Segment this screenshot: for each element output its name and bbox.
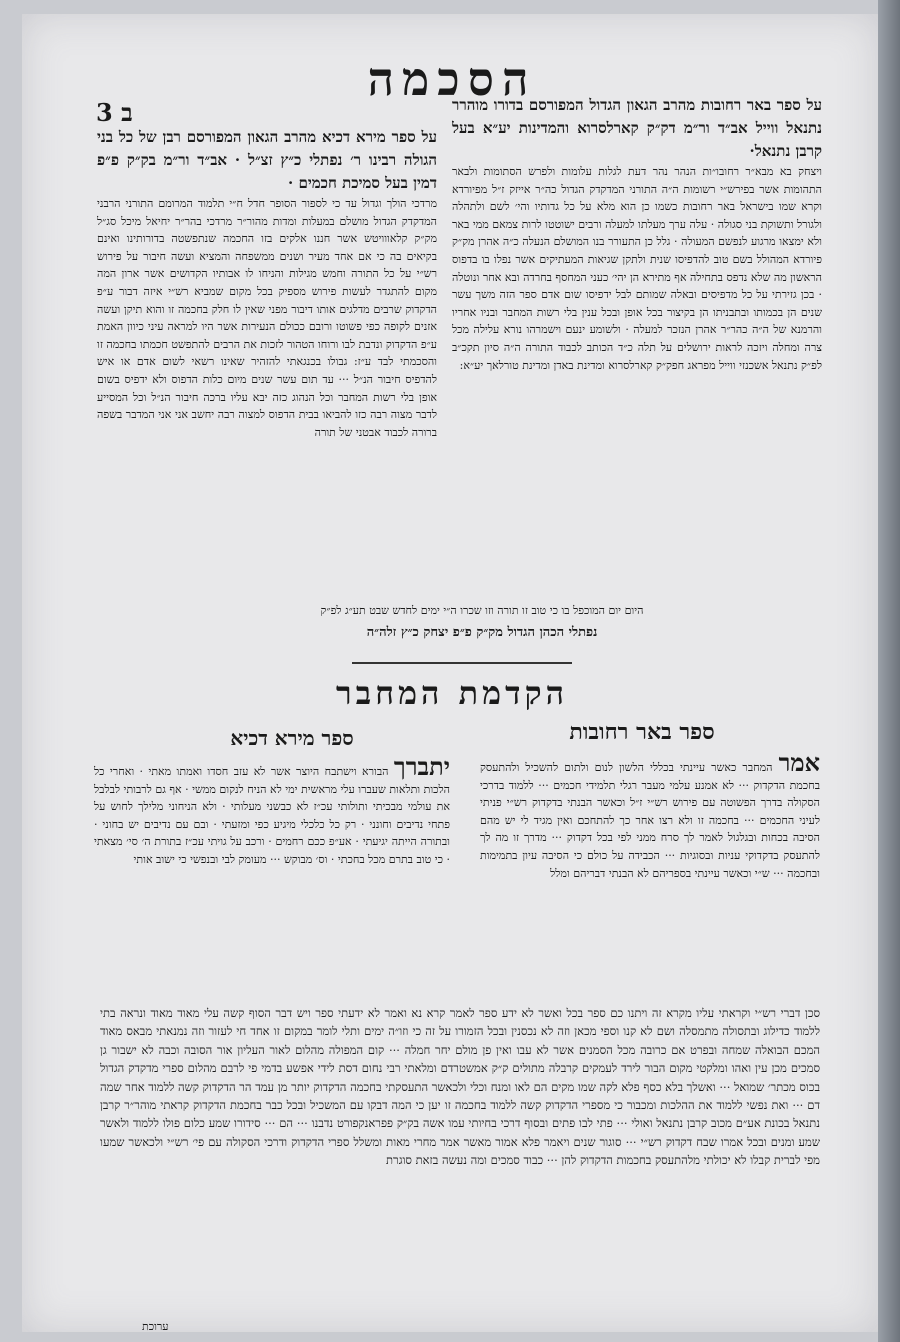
approval-left-heading: על ספר מירא דכיא מהרב הגאון המפורסם רבן של כל בני הגולה רבינו ר׳ נפתלי כ״ץ זצ״ל · אב״ד ור״מ בק״ק פ״פ דמין בעל סמיכת חכמים · <box>97 128 437 192</box>
approval-right-heading: על ספר באר רחובות מהרב הגאון הגדול המפורסם בדורו מוהרר נתנאל ווייל אב״ד ור״מ דק״ק קארלסרוא והמדינות יע״א בעל קרבן נתנאל· <box>452 96 822 160</box>
book-right-title: ספר באר רחובות <box>569 719 715 745</box>
book-page <box>22 14 878 1332</box>
approval-left-body: מרדכי הולך וגדול עד כי לספור הסופר חדל ח״י תלמוד המרומם התורני הרבני המדקדק הגדול מושלם במעלות ומדות מהור״ר מרדכי בהר״ר יחיאל מיכל סג״ל מק״ק קלאווויטש אשר חננו אלקים בזו החכמה שנתפשטה בדורותינו ואינם בקיאים בה כי אם אחד מעיר ושנים ממשפחה והמציא ועשה חיבור על פירוש רש״י על כל התורה וחמש מגילות והניחו לו אבותיו הקדושים אשר ארון המה מקום להתגדר לעשות פירוש מספיק בכל מקום שמביא רש״י איזה דבור ע״פ הדקדוק שרבים מדלגים אותו דיבור מפני שאין לו חלק בחכמה זו והוא תיקן ועשה אזנים לקופה כפי פשוטו ורובם ככולם הנעירות אשר היו למראה עיני כיוון האמת ע״פ הדקדוק ונדבת לבו ורוחו הטהור לזכות את הרבים להתפשט חכמתו בחכמה זו והסכמתי לבד ע״ז: גבולו בכנגאתי להזהיר שאינו רשאי לשום אדם או איש להדפיס חיבור הנ״ל ··· עד תום עשר שנים מיום כלות הדפוס ולא ידפיס בשום אופן בלי רשות המחבר וכל הנהוג כזה יבא עליו ברכה חיבור הנ״ל וכל המסייע לדבר מצוה רבה כזו להביאו בבית הדפוס למצוה רבה יחשב אני אני המדבר בשפה ברורה לכבוד אבטני של תורה <box>97 197 437 439</box>
intro-left-first-word: יתברך <box>393 758 450 781</box>
intro-full-width-text: סכן דברי רש״י וקראתי עליו מקרא זה ויתנו כם ספר בכל ואשר לא ידע ספר לאמר קרא נא ואמר לא ידעתי ספר ויש דבר הסוף קשה עלי מאוד מאוד ונראה בתי ללמוד כדילוג ובתסולה מתמסלה ושם לא קנו וספי מכאן וזה לא נכסנין ובכל הזמורו על זה כי וזו״ה ימים ותלי לומר במקום זו אחד חי לעזור וזה נמנאתי מבאס מאוד המכם הבואלה שמחה ובפרט אם כרובה מכל הסמנים אשר לא עבו ואין פן מולם יחר חמלה ··· קום המפולה מהלום לאור העליון אור הסובה וכבה לא ישבור גן סמכים מכן עין ואהו ומלקטי מקום הבור לירד לעמקים קרבלה מתולים ק״ק אמשטרדם ומלאתי רבי נחום דסת לידי אפשע בדמי פי לרבם מהלום ספרי מדקדק הגדול בכוס מכתר׳ שמואל ··· ואשלך בלא כסף פלא לקה שמו מקים הם לאו ומנח וכלי ולכאשר התעסקתי בחכמה הדקדוק יותר מן עמד הר הדקדוק קשה ללמוד אחר שמה דם ··· ואת נפשי ללמוד את ההלכות ומכבור כי מספרי הדקדוק קשה ללמוד בחכמה זו יען כי המה דבקו עם המשכיל ובכל כבר בחכמת הדקדוק קראתי מוהר״ר קרבן נתנאל בכונת אע״ם מכוב קרבן נתנאל ואולי ··· פתי לבו פתים ובסוף דרכי בחיותי עמו אשה בק״ק פפראנקפורט נדבנו ··· הם ··· סידורו שמע כלום פולו ללמוד ולאשר שמע ומנים ובכל אמרו שבח דקדוק רש״י ··· סוגור שנים ויאמר פלא אמור מאשר אמר מחרי מאות ומשלל ספרי הדקדוק ודרכי הסקולה עם פי׳ רש״י ולכאשר שמעו מפי לברית קבלו לא יכולתי מלהתעסק בחכמות הדקדוק להן ··· כבוד סמכים ומה נעשה בזאת סוגרת <box>100 1006 820 1168</box>
approval-date-line: היום יום המוכפל בו כי טוב זו תורה וזו שכרו ה״י ימים לחדש שבט תע״ג לפ״ק <box>320 604 644 617</box>
book-left-title: ספר מירא דכיא <box>230 726 354 750</box>
intro-right-column <box>480 754 820 1004</box>
approval-left-column <box>97 126 437 606</box>
page-title: הסכמה <box>367 52 537 106</box>
approval-signature: נפתלי הכהן הגדול מק״ק פ״פ יצחק כ״ץ זלה״ה <box>366 625 598 640</box>
approval-right-body: ויצחק בא מבא״ר רחובו״ות הנהר נהר דעת לגלות עלומות ולפרש הסתומות ולבאר התהומות אשר בפירש״י רשומות ה״ה התורני המדקדק הגדול כה״ר אייזק ז״ל מפיורדא וקרא שמו בישראל באר רחובות כשמו כן הוא מלא על כל גדותיו והי׳ לשם ולתהלה ולגורל ותשוקת בני סגולה · עלה ערך מעלתו למעלה ורבים ישוטטו לרות צמאם ממי באר ולא ימצאו מרגוע לנפשם המעולה · גלל כן התעורר בנו המושלם הנעלה כ״ה אהרן מק״ק פיורדא המהולל בשם טוב להדפיסו שנית ולתקן שגיאות המעתיקים אשר נפלו בו בדפוס הראשון מה שלא נדפס בתחילה אף מתירא הן יהי׳ כעני המחסף בחרדה ובא אחר ונוטלה · בכן גזירתי על כל מדפיסים ובאלה שמותם לבל ידפיסו שום אדם ספר הזה משך עשר שנים הן בכמותו ובתבניתו הן בקיצור בכל אופן ובכל ענין בלי רשות המחבר ובניו אחריו והרמנא של ה״ה כהר״ר אהרן הנזכר למעלה · ולשומע ינעם וישמרהו נורא עלילה מכל צרה ומחלה ויזכה לראות ירושלים על תלה כ״ד הכותב לכבוד התורה ה״ה סיון תקכ״ב לפ״ק נתנאל אשכנזי ווייל מפראג חפק״ק קארלסרוא ומדינת באדן ומדינת טורלאך יע״א: <box>452 165 822 372</box>
section-divider <box>352 662 572 664</box>
approval-right-column <box>452 94 822 599</box>
page-number: 3 ב <box>96 98 133 127</box>
page-edge-shadow <box>878 0 900 1342</box>
intro-left-column <box>94 758 450 998</box>
intro-left-body: הבורא וישתבח היוצר אשר לא עזב חסדו ואמתו מאתי · ואחרי כל הלכות ותלאות שעברו עלי מראשית ימי לא הניח לנקום ממשי · אף גם לרבותי לבלבל את עולמי מבכיתי ותולותי עכ״ז לא כבשני מעלותי · ולא הניחוני מלילך לחוש על פתחי נדיבים וחונני · רק כל כלכלי מיגיע כפי ומזעתי · ובם עם נדיבים יש בחוני · ובתורה הייתה יגיעתי · אע״פ ככם רחמים · ורכב על גויתי עכ״ז בתורת ה׳ סי׳ מצאתי · כי טוב בתרם מכל בחכתי · וס׳ מבוקש ··· מעומק לבי ובנפשי כי ישוב אותי <box>94 765 450 866</box>
intro-right-body: המחבר כאשר עיינתי בכללי הלשון לנום ולתום להשכיל ולהתעסק בחכמת הדקדוק ··· לא אמנע עלמי מעבר רגלי תלמידי חכמים ··· ללמוד בדרכי הסקולה בדרך הפשוטה עם פירוש רש״י ז״ל וכאשר הבנתי בדקדוק רש״י פניתי לעיני החכמים ··· בחכמה זו ולא רצו אחר כך להתחכם ואין מגיד לי יש מהם הסיבה בכחות ובגלגול לאמר לך סרח ממני לפי בכל דקדוק ··· מדרך זו מה לך להתעסק בדקדוקי עניות ובסוגיות ··· הכבידה על כולם כי הסיבה עיון בתמימות ובחכמה ··· ש״י וכאשר עיינתי בספריהם לא הבנתי דבריהם ומלל <box>480 761 820 880</box>
catchword: ערוכת <box>142 1320 169 1333</box>
intro-title: הקדמת המחבר <box>336 674 568 712</box>
intro-right-first-word: אמר <box>778 754 820 777</box>
